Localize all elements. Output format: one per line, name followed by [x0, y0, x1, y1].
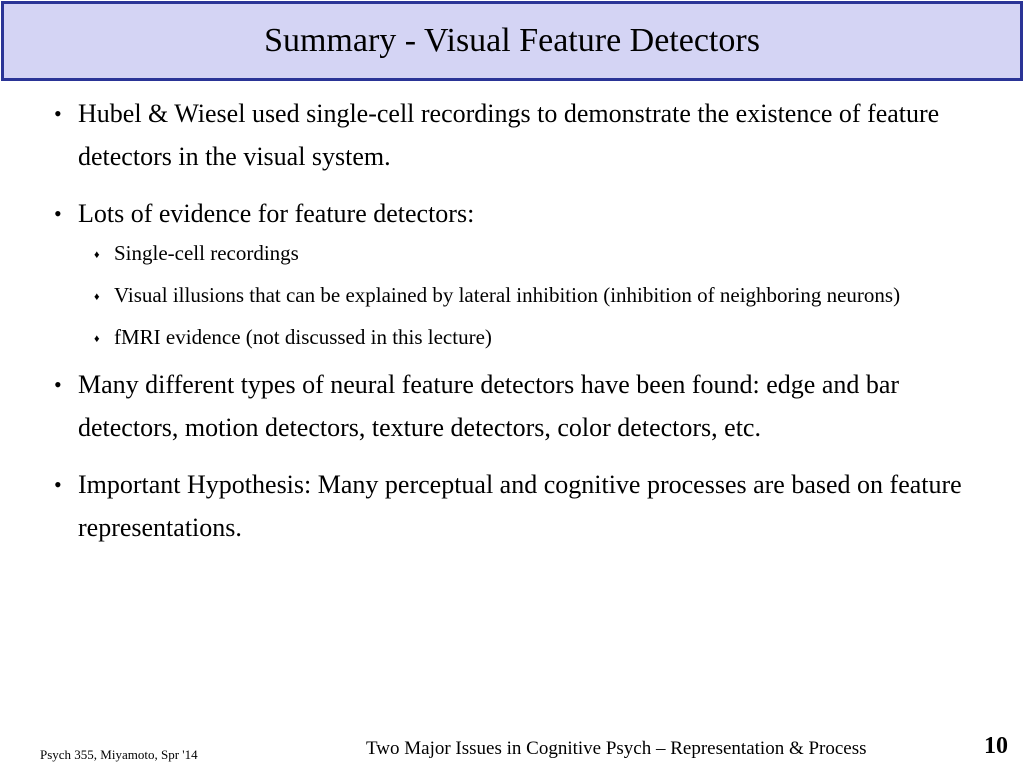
sub-bullet-text: Single-cell recordings — [114, 241, 299, 265]
diamond-bullet-icon: ♦ — [94, 333, 100, 345]
bullet-item — [54, 192, 974, 235]
bullet-text: Many different types of neural feature detectors have been found: edge and bar detectors, motion detectors, texture detectors, color detectors, etc. — [78, 370, 900, 442]
bullet-marker: • — [54, 101, 62, 126]
bullet-text: Lots of evidence for feature detectors: — [78, 199, 475, 228]
bullet-text: Hubel & Wiesel used single-cell recordings to demonstrate the existence of feature detectors in the visual system. — [78, 99, 940, 171]
slide-page-number: 10 — [984, 733, 1008, 759]
slide-title-bar — [1, 1, 1023, 81]
sub-bullet-item — [94, 279, 974, 311]
bullet-item — [54, 92, 974, 178]
sub-bullet-item — [94, 237, 974, 269]
footer-course: Psych 355, Miyamoto, Spr '14 — [40, 747, 198, 762]
sub-bullet-item — [94, 321, 974, 353]
slide-title: Summary - Visual Feature Detectors — [264, 22, 760, 59]
sub-bullet-text: Visual illusions that can be explained by lateral inhibition (inhibition of neighboring neurons) — [114, 283, 901, 307]
slide-body — [54, 92, 974, 549]
sub-bullet-list — [94, 237, 974, 353]
bullet-item — [54, 463, 974, 549]
bullet-item — [54, 363, 974, 449]
bullet-text: Important Hypothesis: Many perceptual and cognitive processes are based on feature representations. — [78, 470, 962, 542]
diamond-bullet-icon: ♦ — [94, 291, 100, 303]
footer-lecture-title: Two Major Issues in Cognitive Psych – Representation & Process — [366, 738, 867, 759]
bullet-marker: • — [54, 372, 62, 397]
diamond-bullet-icon: ♦ — [94, 249, 100, 261]
bullet-marker: • — [54, 472, 62, 497]
sub-bullet-text: fMRI evidence (not discussed in this lecture) — [114, 325, 492, 349]
bullet-marker: • — [54, 201, 62, 226]
